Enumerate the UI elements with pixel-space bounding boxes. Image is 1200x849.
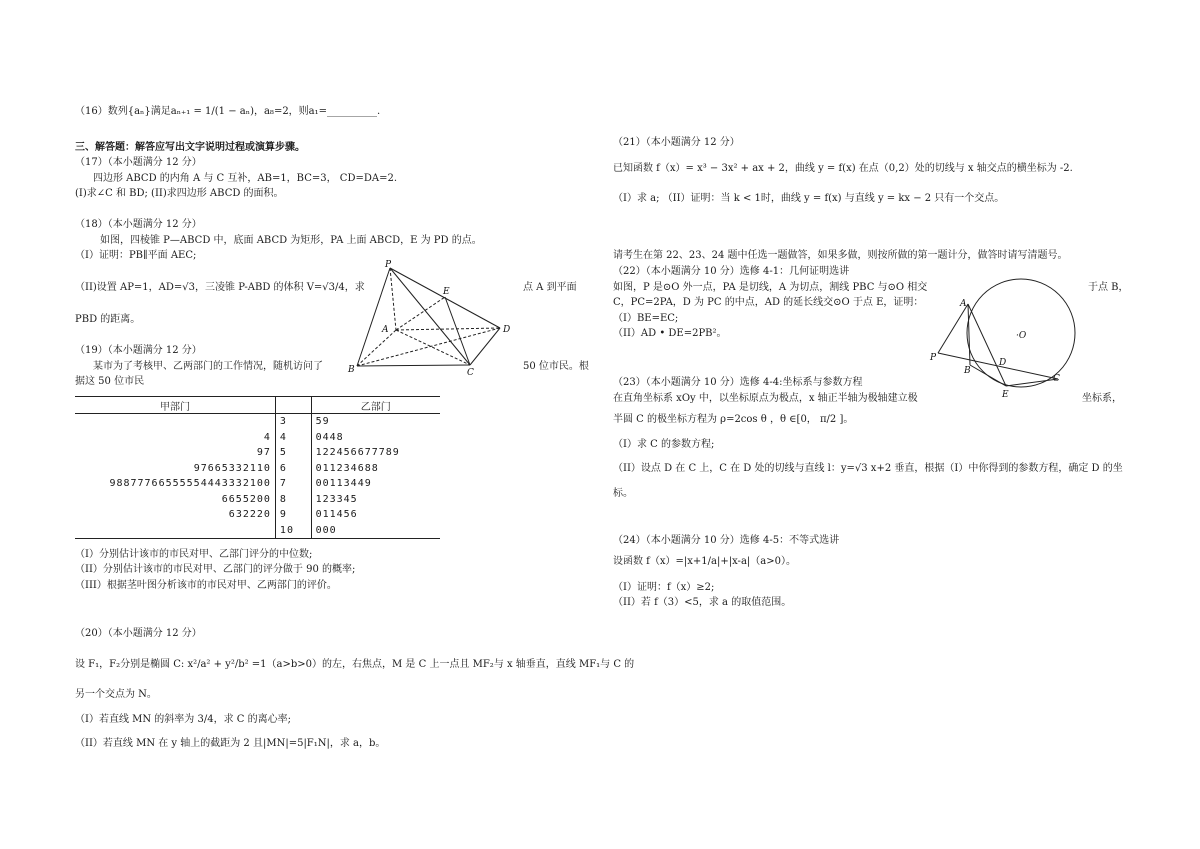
q24-line1: 设函数 f（x）=|x+1/a|+|x-a|（a>0）。: [613, 556, 796, 567]
q18-line4: PBD 的距离。: [75, 314, 141, 325]
label-A: A: [382, 325, 389, 335]
q18-line3b: 点 A 到平面: [523, 282, 577, 293]
table-row: 6655200 8 123345: [75, 492, 440, 508]
q20-line1: 设 F₁，F₂分别是椭圆 C: x²/a² + y²/b² =1（a>b>0）的左，右焦点，M 是 C 上一点且 MF₂与 x 轴垂直，直线 MF₁与 C 的: [75, 659, 635, 670]
q22-i2: （II）AD • DE=2PB²。: [613, 328, 727, 339]
q22-line2: C，PC=2PA，D 为 PC 的中点，AD 的延长线交⊙O 于点 E，证明：: [613, 297, 924, 308]
label-C: C: [467, 368, 474, 378]
q21-head: （21）（本小题满分 12 分）: [613, 137, 740, 148]
choose-note: 请考生在第 22、23、24 题中任选一题做答，如果多做，则按所做的第一题计分，做答时请写清题号。: [613, 250, 1068, 261]
table-row: 98877766555554443332100 7 00113449: [75, 476, 440, 492]
circle-figure: [928, 278, 1083, 400]
q20-line2: 另一个交点为 N。: [75, 689, 157, 700]
q22-i1: （I）BE=EC;: [613, 313, 679, 324]
q23-i2b: 标。: [613, 488, 633, 499]
q23-line2: 半圆 C 的极坐标方程为 ρ=2cos θ ，θ ∈[0， π/2 ]。: [613, 414, 854, 425]
q19-line1b: 50 位市民。根: [523, 361, 589, 372]
label-D: D: [999, 358, 1007, 368]
q16-text: （16）数列{aₙ}满足aₙ₊₁ = 1/(1 − aₙ)，a₈=2，则a₁=__________.: [75, 106, 381, 117]
pyramid-figure: [345, 258, 520, 378]
q19-line2: 据这 50 位市民: [75, 376, 145, 387]
q22-line1a: 如图，P 是⊙O 外一点，PA 是切线，A 为切点，割线 PBC 与⊙O 相交: [613, 282, 928, 293]
header-stem: [275, 397, 311, 414]
q18-line3a: （II)设置 AP=1，AD=√3，三凌锥 P-ABD 的体积 V=√3/4，求: [75, 282, 365, 293]
q18-line2: （I）证明：PB∥平面 AEC;: [75, 250, 197, 261]
q23-head: （23）（本小题满分 10 分）选修 4-4:坐标系与参数方程: [613, 377, 863, 388]
header-right: 乙部门: [311, 397, 440, 414]
q19-i1: （I）分别估计该市的市民对甲、乙部门评分的中位数;: [75, 549, 313, 560]
q17-line1: 四边形 ABCD 的内角 A 与 C 互补，AB=1，BC=3， CD=DA=2.: [93, 173, 397, 184]
label-D: D: [503, 325, 511, 335]
q18-line1: 如图，四棱锥 P—ABCD 中，底面 ABCD 为矩形，PA 上面 ABCD，E 为 PD 的点。: [100, 235, 482, 246]
q24-head: （24）（本小题满分 10 分）选修 4-5：不等式选讲: [613, 535, 840, 546]
stem-leaf-table: [75, 396, 440, 539]
table-row: 4 4 0448: [75, 430, 440, 446]
label-P: P: [930, 353, 937, 363]
label-E: E: [1002, 390, 1009, 400]
label-B: B: [964, 366, 971, 376]
label-P: P: [385, 260, 392, 270]
q23-i2: （II）设点 D 在 C 上，C 在 D 处的切线与直线 l：y=√3 x+2 垂直，根据（I）中你得到的参数方程，确定 D 的坐: [613, 463, 1123, 474]
q19-head: （19）（本小题满分 12 分）: [75, 345, 202, 356]
q21-line1: 已知函数 f（x）= x³ − 3x² + ax + 2，曲线 y = f(x) 在点（0,2）处的切线与 x 轴交点的横坐标为 -2.: [613, 163, 1073, 174]
header-left: 甲部门: [75, 397, 275, 414]
q18-head: （18）（本小题满分 12 分）: [75, 219, 202, 230]
q17-line2: (I)求∠C 和 BD; (II)求四边形 ABCD 的面积。: [75, 188, 284, 199]
q24-i1: （I）证明：f（x）≥2;: [613, 582, 715, 593]
q22-head: （22）（本小题满分 10 分）选修 4-1：几何证明选讲: [613, 266, 850, 277]
table-row: 632220 9 011456: [75, 507, 440, 523]
q17-head: （17）（本小题满分 12 分）: [75, 157, 202, 168]
q20-i2: （II）若直线 MN 在 y 轴上的截距为 2 且|MN|=5|F₁N|，求 a，b。: [75, 738, 386, 749]
label-E: E: [443, 287, 450, 297]
q22-line1b: 于点 B，: [1088, 282, 1129, 293]
label-O: ·O: [1016, 331, 1027, 341]
q24-i2: （II）若 f（3）<5，求 a 的取值范围。: [613, 597, 792, 608]
q21-line2: （I）求 a; （II）证明：当 k < 1时，曲线 y = f(x) 与直线 y = kx − 2 只有一个交点。: [613, 193, 1005, 204]
q20-i1: （I）若直线 MN 的斜率为 3/4，求 C 的离心率;: [75, 714, 291, 725]
stem-table-header: [75, 397, 440, 414]
q23-i1: （I）求 C 的参数方程;: [613, 439, 715, 450]
q20-head: （20）（本小题满分 12 分）: [75, 628, 202, 639]
section3-title: 三、解答题：解答应写出文字说明过程或演算步骤。: [75, 142, 305, 153]
table-row: 97 5 122456677789: [75, 445, 440, 461]
table-row: 3 59: [75, 414, 440, 430]
q19-i2: （II）分别估计该市的市民对甲、乙部门的评分做于 90 的概率;: [75, 564, 356, 575]
q23-line1a: 在直角坐标系 xOy 中，以坐标原点为极点，x 轴正半轴为极轴建立极: [613, 393, 918, 404]
label-A: A: [960, 299, 967, 309]
label-C: C: [1053, 374, 1060, 384]
q23-line1b: 坐标系，: [1082, 393, 1122, 404]
q19-line1a: 某市为了考核甲、乙两部门的工作情况，随机访问了: [93, 361, 323, 372]
label-B: B: [348, 365, 355, 375]
table-row: 97665332110 6 011234688: [75, 461, 440, 477]
table-row: 10 000: [75, 523, 440, 539]
q19-i3: （III）根据茎叶图分析该市的市民对甲、乙两部门的评价。: [75, 580, 337, 591]
